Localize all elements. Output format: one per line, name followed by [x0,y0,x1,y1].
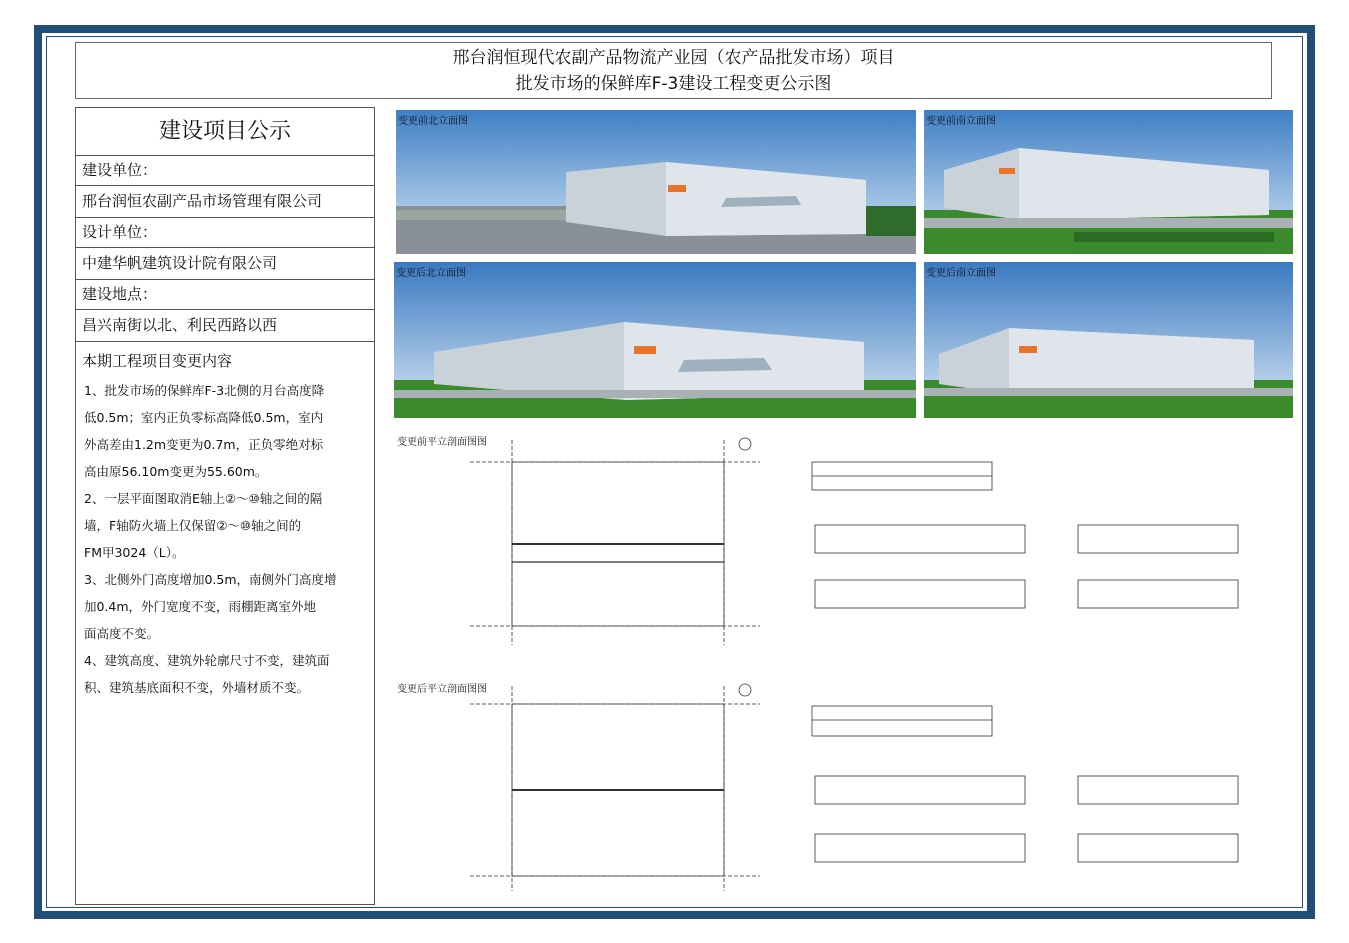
render-after-south [924,262,1293,418]
title-box [75,42,1272,99]
render-caption: 变更后南立面图 [926,268,996,279]
builder-value: 邢台润恒农副产品市场管理有限公司 [76,186,374,218]
change-line: 3、北侧外门高度增加0.5m，南侧外门高度增 [84,572,337,587]
change-line: 积、建筑基底面积不变，外墙材质不变。 [84,680,310,695]
render-before-south [924,110,1293,254]
changes-title: 本期工程项目变更内容 [82,352,233,370]
info-panel [75,107,375,905]
change-line: 低0.5m；室内正负零标高降低0.5m，室内 [84,410,324,425]
render-before-north [396,110,916,254]
title-line-1: 邢台润恒现代农副产品物流产业园（农产品批发市场）项目 [452,48,895,68]
building-render [924,262,1293,418]
change-line: 墙，F轴防火墙上仅保留②～⑩轴之间的 [84,518,302,533]
cad-drawing-after [460,676,1290,906]
render-caption: 变更前南立面图 [926,116,996,127]
cad-drawing-before [460,430,1290,660]
site-label: 建设地点： [76,280,374,310]
changes-list [76,377,374,701]
building-render [394,262,916,418]
change-line: FM甲3024（L）。 [84,545,185,560]
panel-heading: 建设项目公示 [76,108,374,156]
change-line: 面高度不变。 [84,626,160,641]
building-render [924,110,1293,254]
designer-value: 中建华帆建筑设计院有限公司 [76,248,374,280]
change-line: 1、批发市场的保鲜库F-3北侧的月台高度降 [84,383,325,398]
builder-label: 建设单位： [76,156,374,186]
change-line: 4、建筑高度、建筑外轮廓尺寸不变，建筑面 [84,653,330,668]
title-line-2: 批发市场的保鲜库F-3建设工程变更公示图 [515,74,832,94]
drawing-caption: 变更后平立剖面图图 [397,684,487,695]
render-after-north [394,262,916,418]
render-caption: 变更前北立面图 [398,116,468,127]
change-line: 加0.4m，外门宽度不变，雨棚距离室外地 [84,599,317,614]
site-value: 昌兴南街以北、利民西路以西 [76,310,374,342]
change-line: 外高差由1.2m变更为0.7m，正负零绝对标 [84,437,324,452]
change-line: 2、一层平面图取消E轴上②～⑩轴之间的隔 [84,491,323,506]
drawing-caption: 变更前平立剖面图图 [397,437,487,448]
designer-label: 设计单位： [76,218,374,248]
building-render [396,110,916,254]
render-caption: 变更后北立面图 [396,268,466,279]
change-line: 高由原56.10m变更为55.60m。 [84,464,268,479]
